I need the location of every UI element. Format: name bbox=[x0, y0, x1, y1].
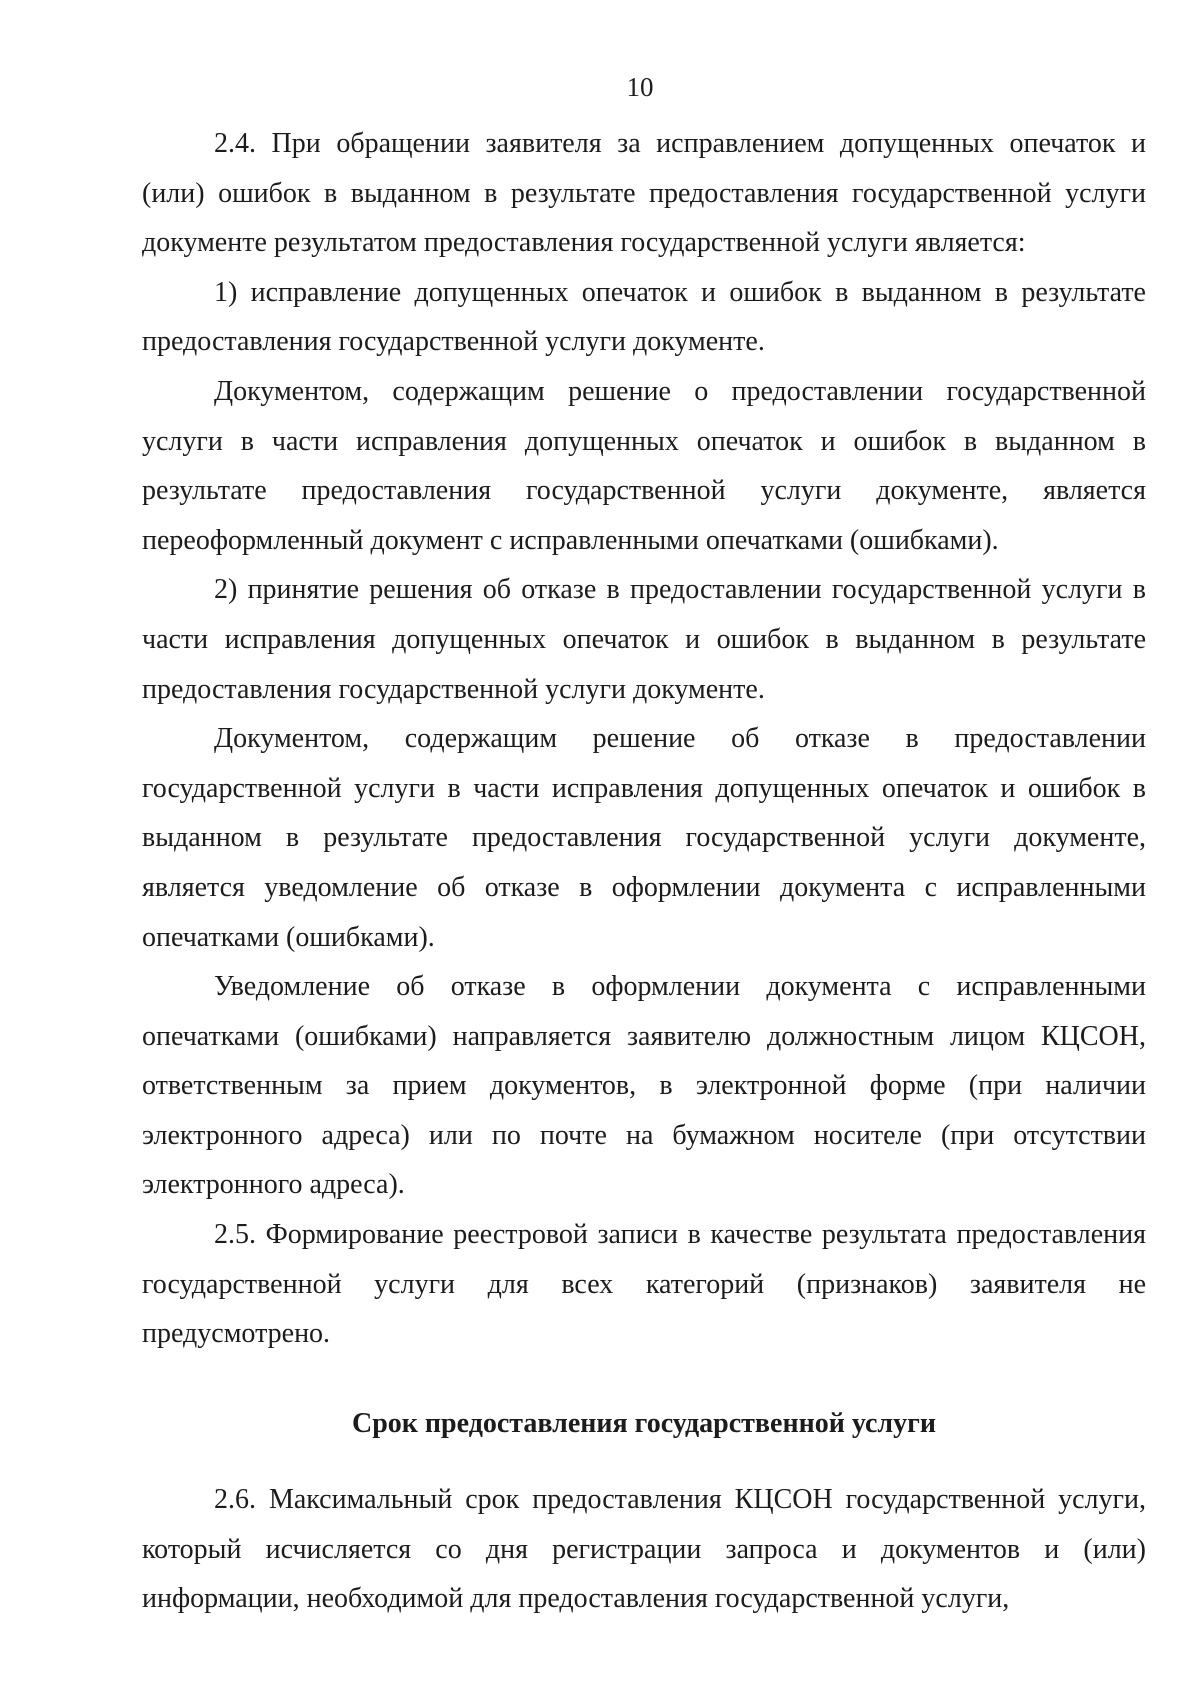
page-number: 10 bbox=[626, 72, 654, 102]
paragraph-item-1: 1) исправление допущенных опечаток и ошибок в выданном в результате предоставления государственной услуги документе. bbox=[142, 276, 1146, 358]
paragraph-decision-document: Документом, содержащим решение о предоставлении государственной услуги в части исправления допущенных опечаток и ошибок в выданном в результате предоставления государственной услуги документе, является переоформленный документ с исправленными опечатками (ошибками). bbox=[142, 375, 1146, 556]
paragraph-refusal-document: Документом, содержащим решение об отказе в предоставлении государственной услуги в части исправления допущенных опечаток и ошибок в выданном в результате предоставления государственной услуги документе, является уведомление об отказе в оформлении документа с исправленными опечатками (ошибками). bbox=[142, 723, 1146, 953]
paragraph-2-6: 2.6. Максимальный срок предоставления КЦСОН государственной услуги, который исчисляется со дня регистрации запроса и документов и (или) информации, необходимой для предоставления государственной услуги, bbox=[142, 1484, 1146, 1615]
section-heading: Срок предоставления государственной услуги bbox=[352, 1408, 936, 1439]
section-text bbox=[142, 1475, 1146, 1624]
main-text bbox=[142, 119, 1146, 1359]
paragraph-notification: Уведомление об отказе в оформлении документа с исправленными опечатками (ошибками) направляется заявителю должностным лицом КЦСОН, ответственным за прием документов, в электронной форме (при наличии электронного адреса) или по почте на бумажном носителе (при отсутствии электронного адреса). bbox=[142, 971, 1146, 1201]
paragraph-item-2: 2) принятие решения об отказе в предоставлении государственной услуги в части исправления допущенных опечаток и ошибок в выданном в результате предоставления государственной услуги документе. bbox=[142, 574, 1146, 705]
paragraph-2-4: 2.4. При обращении заявителя за исправлением допущенных опечаток и (или) ошибок в выданном в результате предоставления государственной услуги документе результатом предоставления государственной услуги является: bbox=[142, 128, 1146, 259]
paragraph-2-5: 2.5. Формирование реестровой записи в качестве результата предоставления государственной услуги для всех категорий (признаков) заявителя не предусмотрено. bbox=[142, 1219, 1146, 1350]
